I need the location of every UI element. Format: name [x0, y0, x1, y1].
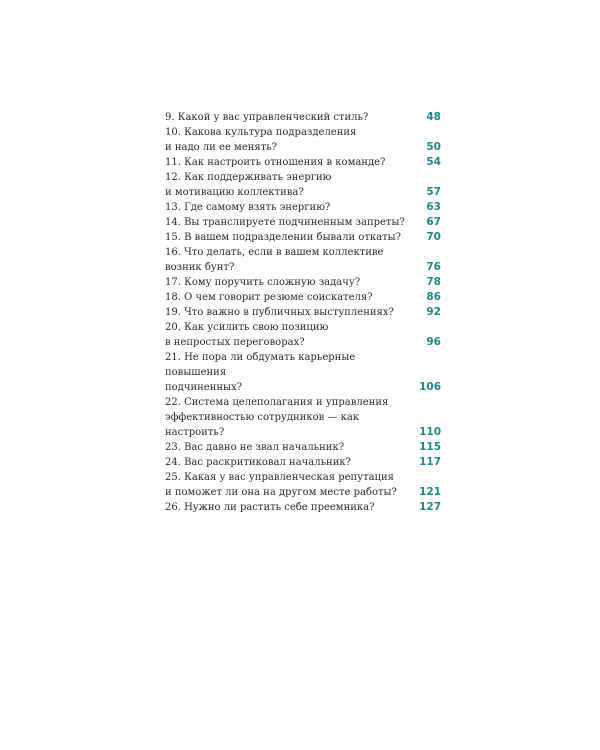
toc-entry[interactable]: [165, 305, 441, 320]
toc-entry[interactable]: [165, 395, 441, 440]
toc-entry[interactable]: [165, 500, 441, 515]
toc-entry[interactable]: [165, 245, 441, 275]
toc-entry-title: 16. Что делать, если в вашем коллективе возник бунт?: [165, 247, 384, 273]
toc-entry-title: 9. Какой у вас управленческий стиль?: [165, 112, 369, 123]
toc-entry-title: 17. Кому поручить сложную задачу?: [165, 277, 361, 288]
toc-entry-page: 115: [419, 441, 441, 453]
toc-entry-page: 54: [426, 156, 441, 168]
toc-entry-title: 24. Вас раскритиковал начальник?: [165, 457, 351, 468]
toc-entry[interactable]: [165, 215, 441, 230]
toc-entry[interactable]: [165, 275, 441, 290]
toc-entry-title: 13. Где самому взять энергию?: [165, 202, 331, 213]
toc-entry[interactable]: [165, 155, 441, 170]
toc-entry-page: 78: [426, 276, 441, 288]
toc-entry[interactable]: [165, 200, 441, 215]
toc-entry-page: 57: [426, 186, 441, 198]
toc-entry-page: 110: [419, 426, 441, 438]
toc-entry-title: 12. Как поддерживать энергию и мотивацию коллектива?: [165, 172, 332, 198]
toc-entry-page: 121: [419, 486, 441, 498]
toc-entry-page: 50: [426, 141, 441, 153]
toc-entry-page: 86: [426, 291, 441, 303]
toc-entry[interactable]: [165, 320, 441, 350]
toc-entry-page: 63: [426, 201, 441, 213]
toc-entry-title: 15. В вашем подразделении бывали откаты?: [165, 232, 401, 243]
toc-entry-title: 21. Не пора ли обдумать карьерные повышения подчиненных?: [165, 352, 356, 393]
toc-entry-title: 19. Что важно в публичных выступлениях?: [165, 307, 394, 318]
toc-entry-title: 10. Какова культура подразделения и надо ли ее менять?: [165, 127, 357, 153]
toc-entry[interactable]: [165, 350, 441, 395]
toc-entry[interactable]: [165, 290, 441, 305]
toc-entry[interactable]: [165, 110, 441, 125]
toc-entry-page: 48: [426, 111, 441, 123]
toc-entry[interactable]: [165, 455, 441, 470]
toc-entry[interactable]: [165, 125, 441, 155]
toc-entry-page: 127: [419, 501, 441, 513]
toc-entry-title: 22. Система целеполагания и управления эффективностью сотрудников — как настроить?: [165, 397, 389, 438]
toc-entry-page: 92: [426, 306, 441, 318]
toc-entry-title: 18. О чем говорит резюме соискателя?: [165, 292, 373, 303]
toc-entry-page: 76: [426, 261, 441, 273]
table-of-contents: [165, 110, 441, 515]
toc-entry-title: 25. Какая у вас управленческая репутация и поможет ли она на другом месте работы?: [165, 472, 397, 498]
toc-entry[interactable]: [165, 230, 441, 245]
toc-entry[interactable]: [165, 440, 441, 455]
toc-entry[interactable]: [165, 470, 441, 500]
toc-entry[interactable]: [165, 170, 441, 200]
toc-entry-title: 14. Вы транслируете подчиненным запреты?: [165, 217, 405, 228]
toc-entry-page: 106: [419, 381, 441, 393]
toc-entry-title: 20. Как усилить свою позицию в непростых переговорах?: [165, 322, 329, 348]
toc-entry-title: 23. Вас давно не звал начальник?: [165, 442, 345, 453]
toc-entry-title: 26. Нужно ли растить себе преемника?: [165, 502, 375, 513]
toc-entry-page: 96: [426, 336, 441, 348]
toc-entry-page: 117: [419, 456, 441, 468]
toc-entry-page: 67: [426, 216, 441, 228]
toc-entry-page: 70: [426, 231, 441, 243]
toc-entry-title: 11. Как настроить отношения в команде?: [165, 157, 386, 168]
